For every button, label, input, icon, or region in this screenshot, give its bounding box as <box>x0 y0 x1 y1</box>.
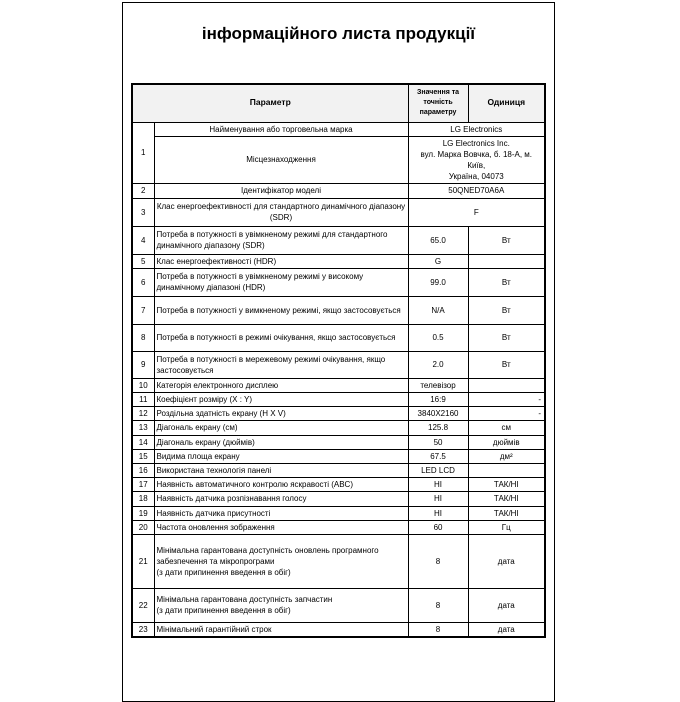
value-cell: LG Electronics <box>408 122 545 136</box>
unit-cell: дм² <box>468 449 545 463</box>
param-cell: Потреба в потужності в мережевому режимі очікування, якщо застосовується <box>154 351 408 378</box>
param-cell: Діагональ екрану (см) <box>154 421 408 435</box>
param-cell: Ідентифікатор моделі <box>154 184 408 198</box>
row-number: 20 <box>132 520 154 534</box>
table-row <box>132 184 545 198</box>
row-number: 8 <box>132 324 154 351</box>
param-cell: Категорія електронного дисплею <box>154 378 408 392</box>
value-cell: F <box>408 198 545 226</box>
table-row <box>132 136 545 184</box>
unit-cell: Вт <box>468 226 545 254</box>
unit-cell: ТАК/НІ <box>468 492 545 506</box>
row-number: 5 <box>132 254 154 268</box>
document-page <box>122 2 555 702</box>
value-cell: 67.5 <box>408 449 468 463</box>
unit-cell <box>468 254 545 268</box>
table-row <box>132 520 545 534</box>
table-row <box>132 534 545 588</box>
param-cell <box>154 588 408 622</box>
value-cell: НІ <box>408 506 468 520</box>
unit-cell: Вт <box>468 268 545 296</box>
table-row <box>132 378 545 392</box>
row-number: 22 <box>132 588 154 622</box>
unit-cell: см <box>468 421 545 435</box>
unit-cell: дата <box>468 534 545 588</box>
param-cell: Частота оновлення зображення <box>154 520 408 534</box>
param-text: Мінімальна гарантована доступність запчастин <box>156 595 333 605</box>
table-row <box>132 296 545 324</box>
table-row <box>132 407 545 421</box>
value-cell: телевізор <box>408 378 468 392</box>
unit-cell: дата <box>468 622 545 637</box>
table-row <box>132 268 545 296</box>
row-number: 2 <box>132 184 154 198</box>
table-row <box>132 254 545 268</box>
value-cell: 65.0 <box>408 226 468 254</box>
value-cell: 8 <box>408 534 468 588</box>
unit-cell: - <box>468 393 545 407</box>
address-line: Україна, 04073 <box>448 172 504 182</box>
row-number: 4 <box>132 226 154 254</box>
row-number: 6 <box>132 268 154 296</box>
value-cell: LED LCD <box>408 463 468 477</box>
unit-cell: ТАК/НІ <box>468 506 545 520</box>
param-cell: Потреба в потужності в увімкненому режимі для стандартного динамічного діапазону (SDR) <box>154 226 408 254</box>
value-cell: 3840X2160 <box>408 407 468 421</box>
param-cell: Використана технологія панелі <box>154 463 408 477</box>
header-value: Значення та точність параметру <box>408 84 468 122</box>
param-text: Мінімальна гарантована доступність оновлень програмного забезпечення та мікропрограми <box>156 545 379 566</box>
unit-cell <box>468 463 545 477</box>
unit-cell <box>468 378 545 392</box>
param-cell <box>154 534 408 588</box>
unit-cell: дата <box>468 588 545 622</box>
row-number: 23 <box>132 622 154 637</box>
param-cell: Мінімальний гарантійний строк <box>154 622 408 637</box>
unit-cell: ТАК/НІ <box>468 478 545 492</box>
value-cell: 60 <box>408 520 468 534</box>
param-cell: Коефіцієнт розміру (X : Y) <box>154 393 408 407</box>
table-row <box>132 122 545 136</box>
value-cell: 99.0 <box>408 268 468 296</box>
row-number: 9 <box>132 351 154 378</box>
table-header-row <box>132 84 545 122</box>
param-cell: Видима площа екрану <box>154 449 408 463</box>
table-row <box>132 393 545 407</box>
table-row <box>132 478 545 492</box>
value-cell: 2.0 <box>408 351 468 378</box>
param-cell: Діагональ екрану (дюймів) <box>154 435 408 449</box>
value-cell: 16:9 <box>408 393 468 407</box>
param-cell: Клас енергоефективності для стандартного динамічного діапазону (SDR) <box>154 198 408 226</box>
address-line: LG Electronics Inc. <box>442 138 510 148</box>
param-cell: Потреба в потужності в увімкненому режимі у високому динамічному діапазоні (HDR) <box>154 268 408 296</box>
row-number: 21 <box>132 534 154 588</box>
value-cell: 125.8 <box>408 421 468 435</box>
row-number: 19 <box>132 506 154 520</box>
row-number: 3 <box>132 198 154 226</box>
param-cell: Потреба в потужності в режимі очікування, якщо застосовується <box>154 324 408 351</box>
table-row <box>132 463 545 477</box>
row-number: 17 <box>132 478 154 492</box>
product-spec-table <box>131 83 546 638</box>
page-title: інформаційного листа продукції <box>201 24 476 43</box>
param-cell: Наявність датчика розпізнавання голосу <box>154 492 408 506</box>
value-cell: N/A <box>408 296 468 324</box>
value-cell: НІ <box>408 478 468 492</box>
row-number: 10 <box>132 378 154 392</box>
param-cell: Роздільна здатність екрану (H X V) <box>154 407 408 421</box>
table-row <box>132 324 545 351</box>
unit-cell: Вт <box>468 296 545 324</box>
value-cell: 8 <box>408 588 468 622</box>
table-row <box>132 226 545 254</box>
row-number: 7 <box>132 296 154 324</box>
value-cell: НІ <box>408 492 468 506</box>
param-cell: Клас енергоефективності (HDR) <box>154 254 408 268</box>
param-cell: Місцезнаходження <box>154 136 408 184</box>
table-row <box>132 588 545 622</box>
row-number: 14 <box>132 435 154 449</box>
unit-cell: дюймів <box>468 435 545 449</box>
row-number: 16 <box>132 463 154 477</box>
param-cell: Наявність автоматичного контролю яскравості (ABC) <box>154 478 408 492</box>
value-cell <box>408 136 545 184</box>
param-note: (з дати припинення введення в обіг) <box>156 606 291 616</box>
table-row <box>132 421 545 435</box>
row-number: 18 <box>132 492 154 506</box>
value-cell: G <box>408 254 468 268</box>
param-cell: Найменування або торговельна марка <box>154 122 408 136</box>
value-cell: 50 <box>408 435 468 449</box>
param-cell: Наявність датчика присутності <box>154 506 408 520</box>
row-number: 13 <box>132 421 154 435</box>
header-unit: Одиниця <box>468 84 545 122</box>
value-cell: 8 <box>408 622 468 637</box>
unit-cell: Вт <box>468 324 545 351</box>
value-cell: 0.5 <box>408 324 468 351</box>
param-note: (з дати припинення введення в обіг) <box>156 567 291 577</box>
table-row <box>132 351 545 378</box>
table-row <box>132 506 545 520</box>
value-cell: 50QNED70A6A <box>408 184 545 198</box>
address-line: вул. Марка Вовчка, б. 18-А, м. Київ, <box>420 149 533 171</box>
table-row <box>132 492 545 506</box>
header-parameter: Параметр <box>132 84 408 122</box>
unit-cell: Гц <box>468 520 545 534</box>
unit-cell: - <box>468 407 545 421</box>
row-number: 12 <box>132 407 154 421</box>
unit-cell: Вт <box>468 351 545 378</box>
row-number: 15 <box>132 449 154 463</box>
table-row <box>132 449 545 463</box>
table-row <box>132 435 545 449</box>
row-number: 1 <box>132 122 154 184</box>
row-number: 11 <box>132 393 154 407</box>
param-cell: Потреба в потужності у вимкненому режимі, якщо застосовується <box>154 296 408 324</box>
table-row <box>132 198 545 226</box>
